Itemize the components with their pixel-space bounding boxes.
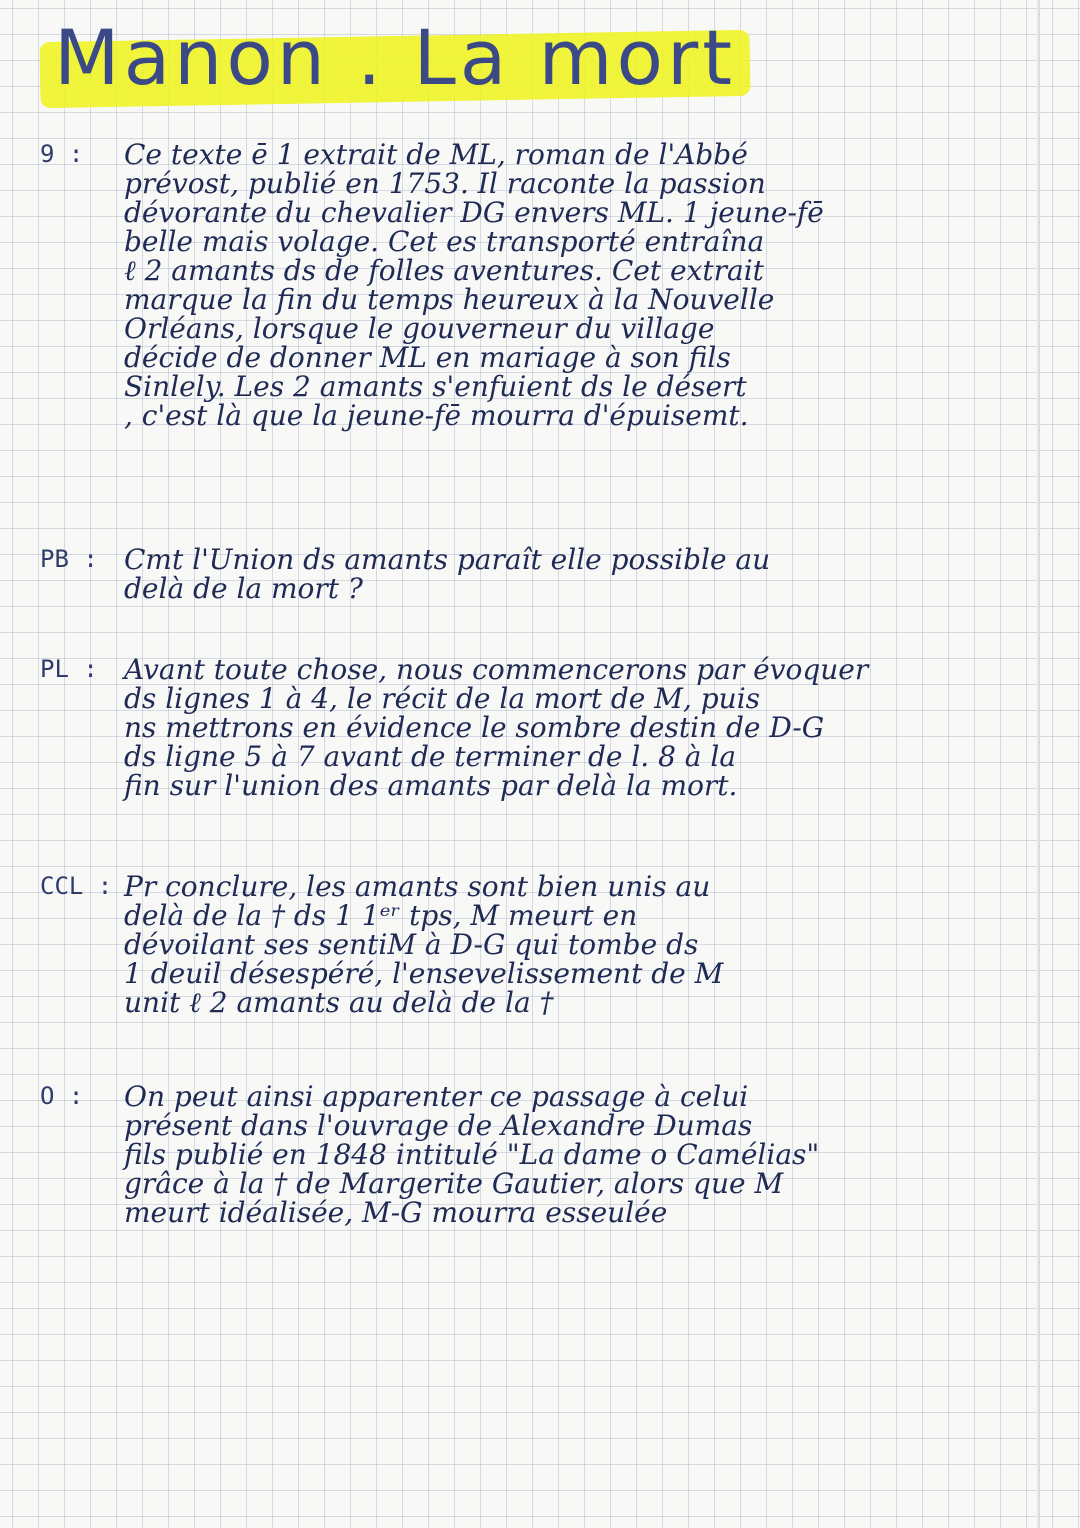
section-conclusion (40, 872, 1020, 1017)
section-label: PL : (40, 655, 98, 683)
text-line: unit ℓ 2 amants au delà de la † (124, 986, 554, 1019)
section-label: PB : (40, 545, 98, 573)
section-introduction (40, 140, 1020, 430)
text-line: ℓ 2 amants ds de folles aventures. Cet extrait (124, 254, 764, 287)
section-label: O : (40, 1082, 84, 1110)
text-line: prévost, publié en 1753. Il raconte la passion (124, 167, 766, 200)
text-line: grâce à la † de Margerite Gautier, alors que M (124, 1167, 784, 1200)
text-line: , c'est là que la jeune-fē mourra d'épuisemt. (124, 399, 749, 432)
section-text (124, 545, 1020, 603)
text-line: ds lignes 1 à 4, le récit de la mort de M, puis (124, 682, 761, 715)
section-ouverture (40, 1082, 1020, 1227)
section-problematique (40, 545, 1020, 603)
text-line: présent dans l'ouvrage de Alexandre Dumas (124, 1109, 753, 1142)
section-label: 9 : (40, 140, 84, 168)
page-title: Manon . La mort (40, 14, 750, 106)
text-line: dévoilant ses sentiM à D-G qui tombe ds (124, 928, 699, 961)
text-line: Orléans, lorsque le gouverneur du village (124, 312, 715, 345)
text-line: marque la fin du temps heureux à la Nouvelle (124, 283, 775, 316)
text-line: delà de la † ds 1 1ᵉʳ tps, M meurt en (124, 899, 638, 932)
section-plan (40, 655, 1020, 800)
text-line: Cmt l'Union ds amants paraît elle possible au (124, 543, 771, 576)
section-label: CCL : (40, 872, 113, 900)
text-line: ns mettrons en évidence le sombre destin de D-G (124, 711, 825, 744)
text-line: delà de la mort ? (124, 572, 363, 605)
text-line: ds ligne 5 à 7 avant de terminer de l. 8 à la (124, 740, 737, 773)
section-text (124, 655, 1020, 800)
text-line: meurt idéalisée, M-G mourra esseulée (124, 1196, 668, 1229)
text-line: dévorante du chevalier DG envers ML. 1 jeune-fē (124, 196, 824, 229)
text-line: 1 deuil désespéré, l'ensevelissement de M (124, 957, 724, 990)
text-line: décide de donner ML en mariage à son fils (124, 341, 731, 374)
section-text (124, 872, 1020, 1017)
title-block (40, 14, 750, 106)
text-line: fin sur l'union des amants par delà la mort. (124, 769, 738, 802)
text-line: fils publié en 1848 intitulé "La dame o Camélias" (124, 1138, 820, 1171)
text-line: belle mais volage. Cet es transporté entraîna (124, 225, 765, 258)
page-edge (1037, 0, 1040, 1528)
section-text (124, 1082, 1020, 1227)
text-line: Pr conclure, les amants sont bien unis au (124, 870, 711, 903)
section-text (124, 140, 1020, 430)
text-line: On peut ainsi apparenter ce passage à celui (124, 1080, 749, 1113)
text-line: Sinlely. Les 2 amants s'enfuient ds le désert (124, 370, 747, 403)
text-line: Ce texte ē 1 extrait de ML, roman de l'Abbé (124, 138, 748, 171)
text-line: Avant toute chose, nous commencerons par évoquer (124, 653, 869, 686)
